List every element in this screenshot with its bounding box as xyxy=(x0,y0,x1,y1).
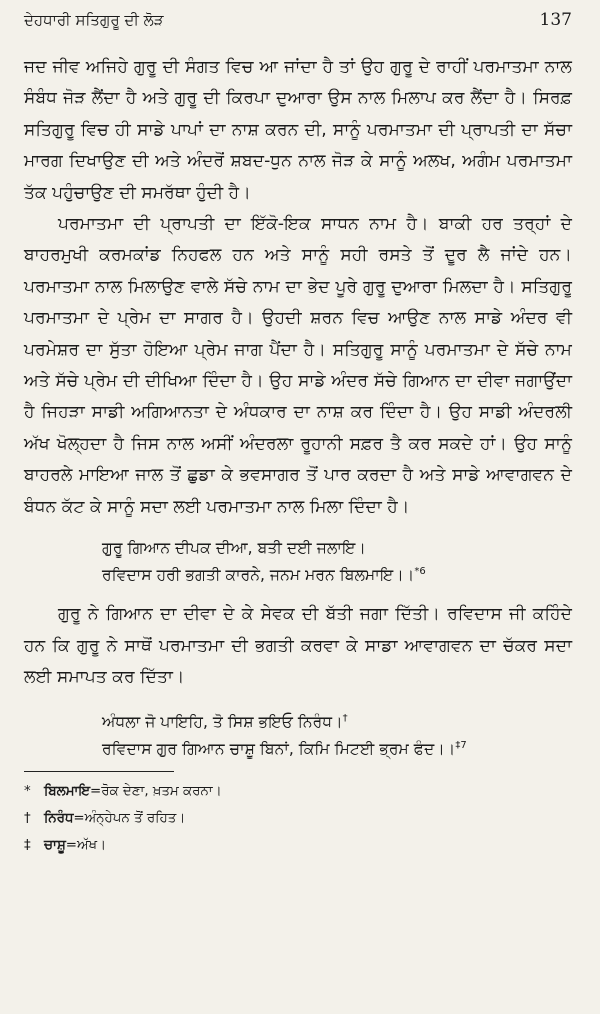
page-number: 137 xyxy=(539,10,572,30)
footnote-1 xyxy=(24,778,572,805)
footnote-2 xyxy=(24,805,572,832)
paragraph-1: ਜਦ ਜੀਵ ਅਜਿਹੇ ਗੁਰੂ ਦੀ ਸੰਗਤ ਵਿਚ ਆ ਜਾਂਦਾ ਹੈ ਤਾਂ ਉਹ ਗੁਰੂ ਦੇ ਰਾਹੀਂ ਪਰਮਾਤਮਾ ਨਾਲ ਸੰਬੰਧ ਜੋੜ ਲੈਂਦਾ ਹੈ ਅਤੇ ਗੁਰੂ ਦੀ ਕਿਰਪਾ ਦੁਆਰਾ ਉਸ ਨਾਲ ਮਿਲਾਪ ਕਰ ਲੈਂਦਾ ਹੈ। ਸਿਰਫ਼ ਸਤਿਗੁਰੂ ਵਿਚ ਹੀ ਸਾਡੇ ਪਾਪਾਂ ਦਾ ਨਾਸ਼ ਕਰਨ ਦੀ, ਸਾਨੂੰ ਪਰਮਾਤਮਾ ਦੀ ਪ੍ਰਾਪਤੀ ਦਾ ਸੱਚਾ ਮਾਰਗ ਦਿਖਾਉਣ ਦੀ ਅਤੇ ਅੰਦਰੋਂ ਸ਼ਬਦ-ਧੁਨ ਨਾਲ ਜੋੜ ਕੇ ਸਾਨੂੰ ਅਲਖ, ਅਗੰਮ ਪਰਮਾਤਮਾ ਤੱਕ ਪਹੁੰਚਾਉਣ ਦੀ ਸਮਰੱਥਾ ਹੁੰਦੀ ਹੈ। xyxy=(24,57,572,203)
verse-quote-2 xyxy=(24,709,572,763)
running-header xyxy=(24,10,572,40)
footnote-mark: † xyxy=(24,811,31,827)
verse-2-line-2: ਰਵਿਦਾਸ ਗੁਰ ਗਿਆਨ ਚਾਸ਼ੂ ਬਿਨਾਂ, ਕਿਮਿ ਮਿਟਈ ਭ੍ਰਮ ਫੰਦ।।$^{\ddagger 7}$ xyxy=(102,740,467,759)
paragraph-2: ਪਰਮਾਤਮਾ ਦੀ ਪ੍ਰਾਪਤੀ ਦਾ ਇੱਕੋ-ਇਕ ਸਾਧਨ ਨਾਮ ਹੈ। ਬਾਕੀ ਹਰ ਤਰ੍ਹਾਂ ਦੇ ਬਾਹਰਮੁਖੀ ਕਰਮਕਾਂਡ ਨਿਹਫਲ ਹਨ ਅਤੇ ਸਾਨੂੰ ਸਹੀ ਰਸਤੇ ਤੋਂ ਦੂਰ ਲੈ ਜਾਂਦੇ ਹਨ। ਪਰਮਾਤਮਾ ਨਾਲ ਮਿਲਾਉਣ ਵਾਲੇ ਸੱਚੇ ਨਾਮ ਦਾ ਭੇਦ ਪੂਰੇ ਗੁਰੂ ਦੁਆਰਾ ਮਿਲਦਾ ਹੈ। ਸਤਿਗੁਰੂ ਪਰਮਾਤਮਾ ਦੇ ਪ੍ਰੇਮ ਦਾ ਸਾਗਰ ਹੈ। ਉਹਦੀ ਸ਼ਰਨ ਵਿਚ ਆਉਣ ਨਾਲ ਸਾਡੇ ਅੰਦਰ ਵੀ ਪਰਮੇਸ਼ਰ ਦਾ ਸੁੱਤਾ ਹੋਇਆ ਪ੍ਰੇਮ ਜਾਗ ਪੈਂਦਾ ਹੈ। ਸਤਿਗੁਰੂ ਸਾਨੂੰ ਪਰਮਾਤਮਾ ਦੇ ਸੱਚੇ ਨਾਮ ਅਤੇ ਸੱਚੇ ਪ੍ਰੇਮ ਦੀ ਦੀਖਿਆ ਦਿੰਦਾ ਹੈ। ਉਹ ਸਾਡੇ ਅੰਦਰ ਸੱਚੇ ਗਿਆਨ ਦਾ ਦੀਵਾ ਜਗਾਉਂਦਾ ਹੈ ਜਿਹੜਾ ਸਾਡੀ ਅਗਿਆਨਤਾ ਦੇ ਅੰਧਕਾਰ ਦਾ ਨਾਸ਼ ਕਰ ਦਿੰਦਾ ਹੈ। ਉਹ ਸਾਡੀ ਅੰਦਰਲੀ ਅੱਖ ਖੋਲ੍ਹਦਾ ਹੈ ਜਿਸ ਨਾਲ ਅਸੀਂ ਅੰਦਰਲਾ ਰੂਹਾਨੀ ਸਫ਼ਰ ਤੈ ਕਰ ਸਕਦੇ ਹਾਂ। ਉਹ ਸਾਨੂੰ ਬਾਹਰਲੇ ਮਾਇਆ ਜਾਲ ਤੋਂ ਛੁਡਾ ਕੇ ਭਵਸਾਗਰ ਤੋਂ ਪਾਰ ਕਰਦਾ ਹੈ ਅਤੇ ਸਾਡੇ ਆਵਾਗਵਨ ਦੇ ਬੰਧਨ ਕੱਟ ਕੇ ਸਾਨੂੰ ਸਦਾ ਲਈ ਪਰਮਾਤਮਾ ਨਾਲ ਮਿਲਾ ਦਿੰਦਾ ਹੈ। xyxy=(24,214,572,517)
footnote-definition: =ਅੱਖ। xyxy=(65,838,107,854)
footnote-definition: =ਰੋਕ ਦੇਣਾ, ਖ਼ਤਮ ਕਰਨਾ। xyxy=(90,784,222,800)
footnotes xyxy=(24,778,572,859)
footnote-definition: =ਅੰਨ੍ਹੇਪਨ ਤੋਂ ਰਹਿਤ। xyxy=(73,811,186,827)
footnote-mark: * xyxy=(24,784,31,800)
paragraph-3: ਗੁਰੂ ਨੇ ਗਿਆਨ ਦਾ ਦੀਵਾ ਦੇ ਕੇ ਸੇਵਕ ਦੀ ਬੱਤੀ ਜਗਾ ਦਿੱਤੀ। ਰਵਿਦਾਸ ਜੀ ਕਹਿੰਦੇ ਹਨ ਕਿ ਗੁਰੂ ਨੇ ਸਾਥੋਂ ਪਰਮਾਤਮਾ ਦੀ ਭਗਤੀ ਕਰਵਾ ਕੇ ਸਾਡਾ ਆਵਾਗਵਨ ਦਾ ਚੱਕਰ ਸਦਾ ਲਈ ਸਮਾਪਤ ਕਰ ਦਿੱਤਾ। xyxy=(24,604,572,687)
footnote-term: ਨਿਰੰਧ xyxy=(44,811,74,827)
verse-1-line-2: ਰਵਿਦਾਸ ਹਰੀ ਭਗਤੀ ਕਾਰਨੇ, ਜਨਮ ਮਰਨ ਬਿਲਮਾਇ।।$^{*6}$ xyxy=(102,565,426,585)
footnote-ref: *6 xyxy=(414,565,426,577)
verse-1-line-1: ਗੁਰੂ ਗਿਆਨ ਦੀਪਕ ਦੀਆ, ਬਤੀ ਦਈ ਜਲਾਇ। xyxy=(102,539,366,558)
footnote-term: ਬਿਲਮਾਇ xyxy=(44,784,90,800)
running-title: ਦੇਹਧਾਰੀ ਸਤਿਗੁਰੂ ਦੀ ਲੋੜ xyxy=(24,11,164,29)
footnote-divider xyxy=(24,771,174,772)
footnote-ref: ‡7 xyxy=(455,740,467,752)
footnote-term: ਚਾਸ਼ੂ xyxy=(44,838,66,854)
verse-2-line-1: ਅੰਧਲਾ ਜੋ ਪਾਇਹਿ, ਤੋ ਸਿਸ਼ ਭਇਓ ਨਿਰੰਧ।† xyxy=(102,713,348,732)
footnote-3 xyxy=(24,832,572,859)
verse-quote-1 xyxy=(24,535,572,589)
footnote-mark: ‡ xyxy=(24,838,31,854)
body-text xyxy=(24,52,572,523)
footnote-ref: † xyxy=(342,713,348,725)
